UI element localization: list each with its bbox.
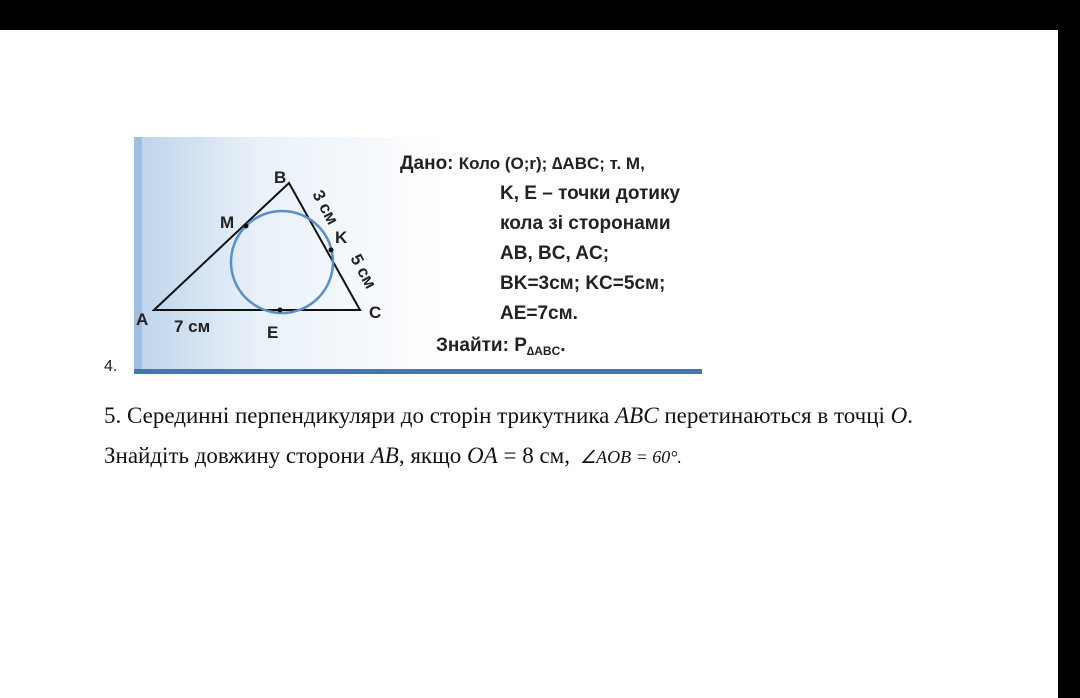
label-bk-length: 3 см (308, 186, 343, 228)
label-kc-length: 5 см (346, 250, 381, 292)
find-subscript: ∆ABC (526, 344, 561, 358)
task-5-part-1: 5. Серединні перпендикуляри до сторін трикутника (104, 403, 616, 428)
task-5-triangle-name: ABC (615, 403, 659, 428)
task-4-number: 4. (104, 358, 118, 375)
given-block (400, 149, 702, 366)
task-5-angle-formula: ∠AOB = 60°. (579, 447, 682, 467)
label-b: B (274, 168, 287, 187)
find-heading: Знайти: (436, 335, 509, 356)
label-c: C (369, 303, 382, 322)
right-black-bar (1058, 30, 1080, 698)
label-a: A (136, 310, 149, 329)
label-e: E (267, 323, 279, 342)
task-5-part-5: = 8 см, (497, 443, 570, 468)
find-period: . (560, 335, 566, 356)
task-5-segment-oa: OA (467, 443, 498, 468)
label-k: K (335, 228, 348, 247)
document-page (0, 30, 1058, 698)
top-black-bar (0, 0, 1080, 30)
given-heading: Дано: (400, 153, 454, 174)
find-perimeter: P (514, 335, 527, 356)
task-5-point-o: O (890, 403, 908, 428)
task-5-part-2: перетинаються в точці (658, 403, 891, 428)
label-ae-length: 7 см (174, 317, 211, 336)
point-e (278, 308, 283, 313)
point-m (244, 224, 249, 229)
point-k (329, 248, 334, 253)
task-5-text (104, 396, 984, 477)
given-line-6: AE=7см. (500, 303, 578, 324)
task-5-side-ab: AB (370, 443, 399, 468)
label-m: M (220, 213, 235, 232)
given-text-1: Коло (O;r); ∆ABC; т. M, (458, 154, 645, 173)
find-line (400, 331, 702, 366)
task-5-part-3: . Знайдіть довжину сторони (104, 403, 914, 468)
given-line-4: AB, BC, AC; (500, 243, 610, 264)
figure-bottom-band (134, 369, 702, 374)
task-4-figure (134, 137, 702, 374)
given-line-2: K, E – точки дотику (500, 183, 681, 204)
given-line-3: кола зі сторонами (500, 213, 671, 234)
given-line-1 (400, 149, 702, 179)
given-line-5: BK=3см; KC=5см; (500, 273, 666, 294)
task-5-part-4: , якщо (398, 443, 468, 468)
